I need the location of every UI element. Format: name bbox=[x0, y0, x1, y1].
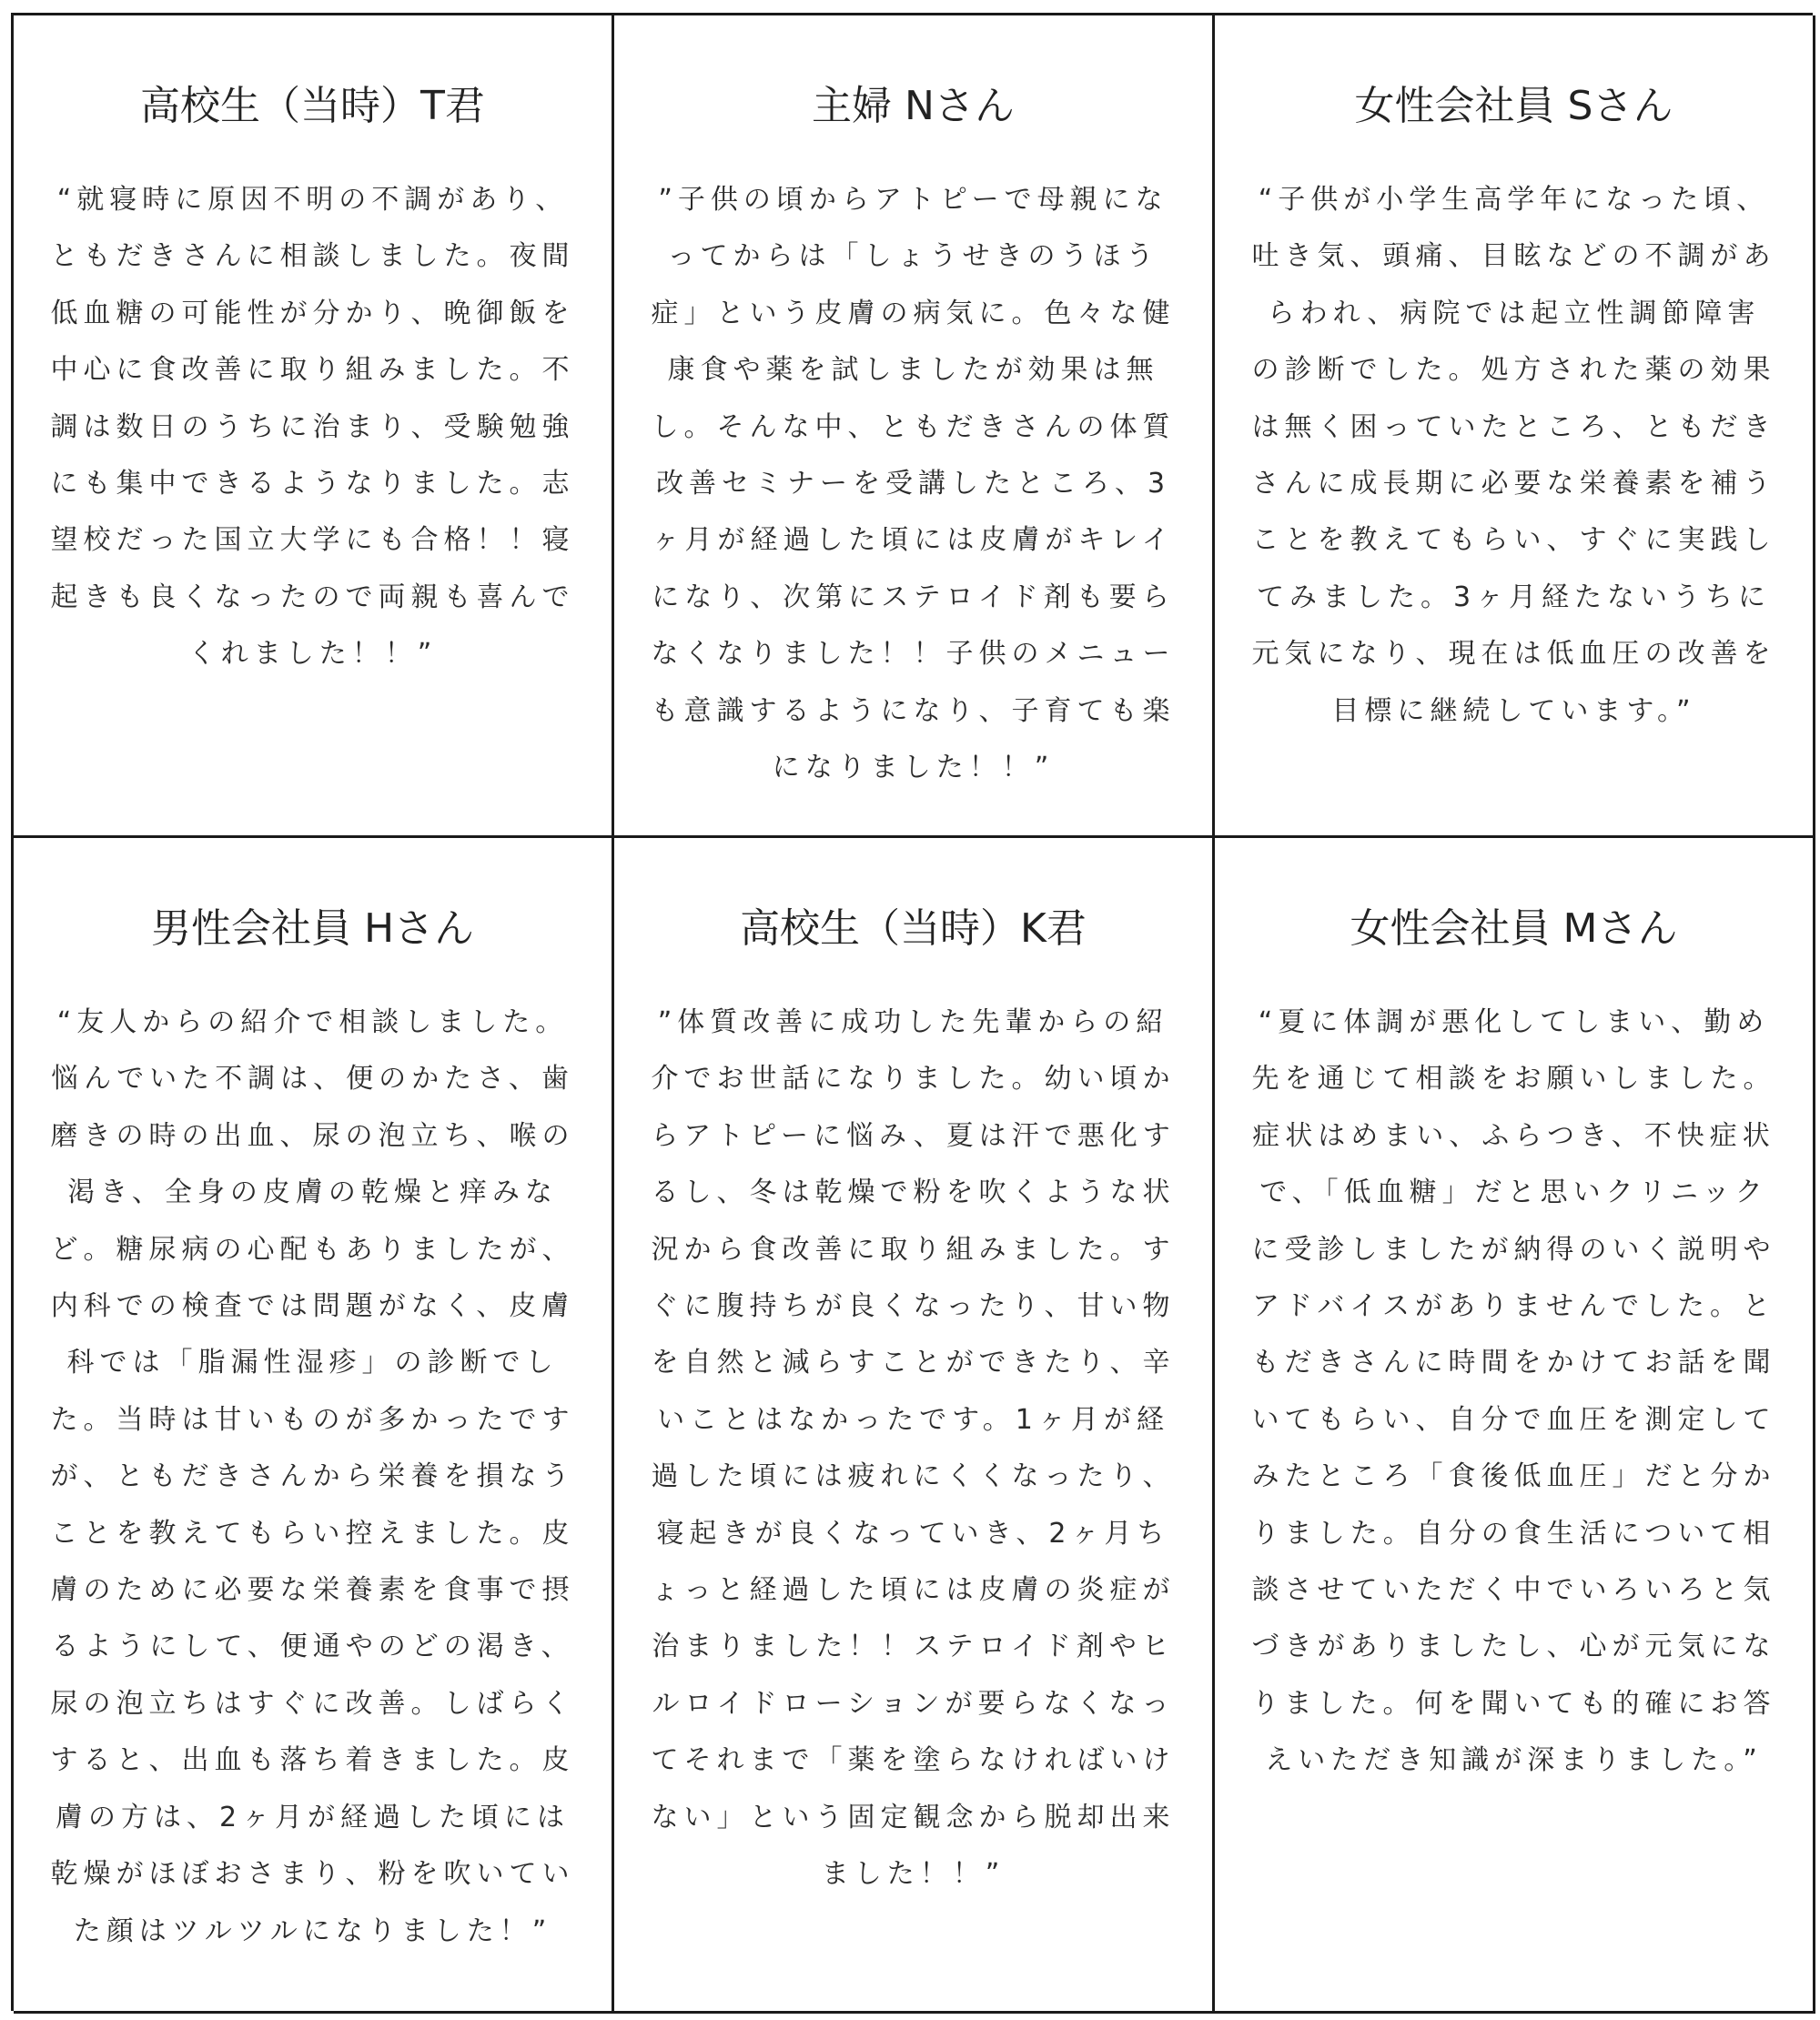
testimonial-body: “夏に体調が悪化してしまい、勤め先を通じて相談をお願いしました。症状はめまい、ふらつき、不快症状で、「低血糖」だと思いクリニックに受診しましたが納得のいく説明やアドバイスがありませんでした。ともだきさんに時間をかけてお話を聞いてもらい、自分で血圧を測定してみたところ「食後低血圧」だと分かりました。自分の食生活について相談させていただく中でいろいろと気づきがありましたし、心が元気になりました。何を聞いても的確にお答えいただき知識が深まりました。” bbox=[1251, 1006, 1776, 1777]
testimonial-title: 女性会社員 Mさん bbox=[1350, 905, 1678, 952]
testimonial-body: ”子供の頃からアトピーで母親になってからは「しょうせきのうほう症」という皮膚の病気に。色々な健康食や薬を試しましたが効果は無し。そんな中、ともだきさんの体質改善セミナーを受講したところ、3ヶ月が経過した頃には皮膚がキレイになり、次第にステロイド剤も要らなくなりました！！子供のメニューも意識するようになり、子育ても楽になりました！！” bbox=[651, 184, 1176, 784]
testimonial-card-t-kun bbox=[14, 15, 614, 838]
testimonial-title: 男性会社員 Hさん bbox=[150, 905, 475, 952]
testimonial-body: “子供が小学生高学年になった頃、吐き気、頭痛、目眩などの不調があらわれ、病院では起立性調節障害の診断でした。処方された薬の効果は無く困っていたところ、ともだきさんに成長期に必要な栄養素を補うことを教えてもらい、すぐに実践してみました。3ヶ月経たないうちに元気になり、現在は低血圧の改善を目標に継続しています。” bbox=[1251, 184, 1776, 727]
testimonial-grid bbox=[11, 13, 1813, 2011]
testimonial-body: ”体質改善に成功した先輩からの紹介でお世話になりました。幼い頃からアトピーに悩み、夏は汗で悪化するし、冬は乾燥で粉を吹くような状況から食改善に取り組みました。すぐに腹持ちが良くなったり、甘い物を自然と減らすことができたり、辛いことはなかったです。1ヶ月が経過した頃には疲れにくくなったり、寝起きが良くなっていき、2ヶ月ちょっと経過した頃には皮膚の炎症が治まりました！！ステロイド剤やヒルロイドローションが要らなくなってそれまで「薬を塗らなければいけない」という固定観念から脱却出来ました！！” bbox=[651, 1006, 1176, 1891]
testimonial-title: 高校生（当時）K君 bbox=[740, 905, 1087, 952]
testimonial-title: 主婦 Nさん bbox=[812, 83, 1015, 129]
testimonial-card-m-san bbox=[1215, 838, 1815, 2014]
testimonial-card-n-san bbox=[614, 15, 1215, 838]
testimonial-title: 高校生（当時）T君 bbox=[140, 83, 485, 129]
testimonial-title: 女性会社員 Sさん bbox=[1354, 83, 1673, 129]
testimonial-body: “就寝時に原因不明の不調があり、ともだきさんに相談しました。夜間低血糖の可能性が分かり、晩御飯を中心に食改善に取り組みました。不調は数日のうちに治まり、受験勉強にも集中できるようなりました。志望校だった国立大学にも合格！！寝起きも良くなったので両親も喜んでくれました！！” bbox=[50, 184, 575, 671]
testimonial-card-k-kun bbox=[614, 838, 1215, 2014]
testimonial-body: “友人からの紹介で相談しました。悩んでいた不調は、便のかたさ、歯磨きの時の出血、尿の泡立ち、喉の渇き、全身の皮膚の乾燥と痒みなど。糖尿病の心配もありましたが、内科での検査では問題がなく、皮膚科では「脂漏性湿疹」の診断でした。当時は甘いものが多かったですが、ともだきさんから栄養を損なうことを教えてもらい控えました。皮膚のために必要な栄養素を食事で摂るようにして、便通やのどの渇き、尿の泡立ちはすぐに改善。しばらくすると、出血も落ち着きました。皮膚の方は、2ヶ月が経過した頃には乾燥がほぼおさまり、粉を吹いていた顔はツルツルになりました！” bbox=[50, 1006, 575, 1947]
testimonial-card-s-san bbox=[1215, 15, 1815, 838]
testimonial-card-h-san bbox=[14, 838, 614, 2014]
